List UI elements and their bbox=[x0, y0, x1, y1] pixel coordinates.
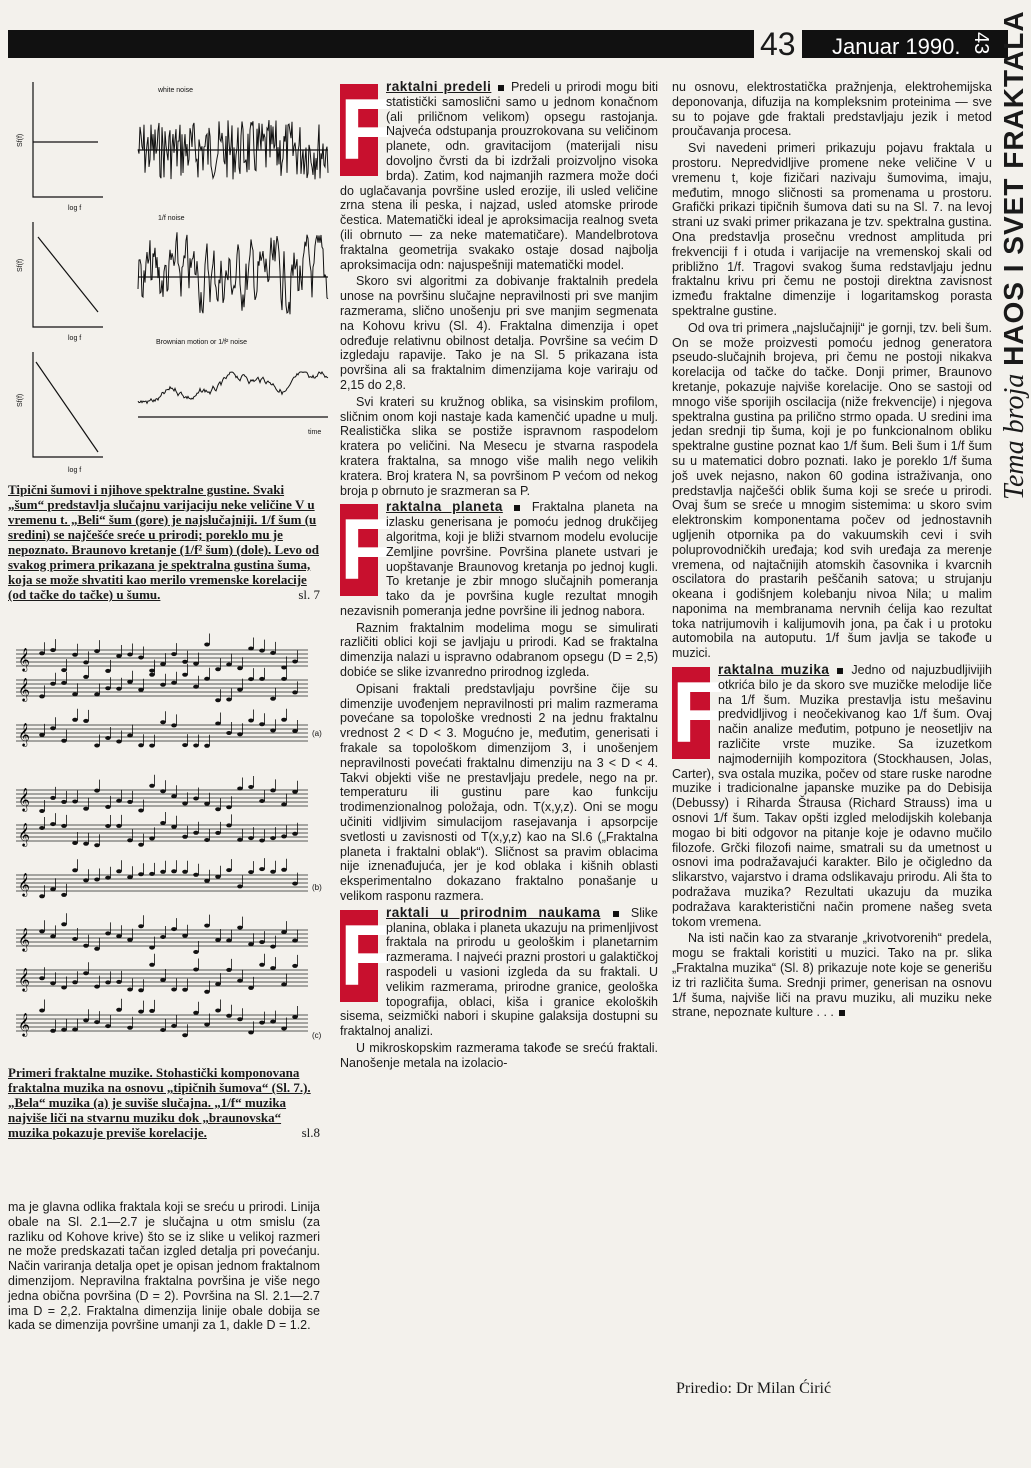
music-note bbox=[226, 731, 232, 735]
music-note bbox=[215, 938, 221, 942]
music-note bbox=[193, 873, 199, 877]
music-note bbox=[281, 834, 287, 838]
column2 bbox=[340, 80, 658, 1073]
music-note bbox=[83, 807, 89, 811]
label-brown-noise: Brownian motion or 1/f² noise bbox=[156, 339, 248, 346]
music-note bbox=[149, 784, 155, 788]
muzika-p2-wrap bbox=[672, 931, 992, 1020]
col3-intro: nu osnovu, elektrostatička pražnjenja, elektrohemijska deponovanja, difuzija na kompleksnim proteinima — sve su to pojave gde fraktali predstavljaju jezik i metod proučavanja procesa. bbox=[672, 80, 992, 139]
music-note bbox=[270, 788, 276, 792]
music-note bbox=[160, 683, 166, 687]
music-note bbox=[83, 971, 89, 975]
music-note bbox=[72, 980, 78, 984]
music-note bbox=[292, 832, 298, 836]
music-note bbox=[270, 1020, 276, 1024]
music-note bbox=[292, 690, 298, 694]
music-note bbox=[127, 680, 133, 684]
section-planeta bbox=[340, 500, 658, 618]
music-note bbox=[248, 677, 254, 681]
music-note bbox=[204, 643, 210, 647]
music-note bbox=[83, 719, 89, 723]
music-note bbox=[94, 985, 100, 989]
music-note bbox=[72, 692, 78, 696]
music-note bbox=[61, 681, 67, 685]
label-c: (c) bbox=[312, 1031, 322, 1040]
label-sf-3: Sf(f) bbox=[17, 393, 24, 407]
music-note bbox=[50, 648, 56, 652]
music-note bbox=[72, 1028, 78, 1032]
figure7-caption-text: Tipični šumovi i njihove spektralne gustine. Svaki „šum“ predstavlja slučajnu varijaciju neke veličine V u vremenu t. „Beli“ šum (gore) je najslučajniji. 1/f šum (u sredini) se najčešće sreće u prirodi; poreklo mu je nepoznato. Braunovo kretanje (1/f² šum) (dole). Levo od svakog primera prikazana je spektralna gustina šuma, koja se može shvatiti kao merilo vremenske korelacije (od tačke do tačke) u šumu. bbox=[8, 482, 319, 602]
music-note bbox=[116, 654, 122, 658]
music-note bbox=[226, 823, 232, 827]
music-note bbox=[116, 869, 122, 873]
music-note bbox=[270, 870, 276, 874]
bullet-icon bbox=[837, 668, 843, 674]
music-note bbox=[105, 1024, 111, 1028]
music-note bbox=[237, 838, 243, 842]
column3 bbox=[672, 80, 992, 1022]
music-note bbox=[182, 1033, 188, 1037]
music-note bbox=[116, 740, 122, 744]
music-note bbox=[72, 868, 78, 872]
music-note bbox=[259, 649, 265, 653]
music-note bbox=[171, 927, 177, 931]
muzika-p2: Na isti način kao za stvaranje „krivotvorenih“ predela, mogu se fraktali koristiti u muzici. Tako na pr. slika „Fraktalna muzika“ (Sl. 8) prikazuje note koje se generišu iz tri različita šuma. Srednji primer, generisan na osnovu 1/f šuma, najviše liči na pravu muziku, ali muziku neke strane, nepoznate kulture . . . bbox=[672, 931, 992, 1020]
music-note bbox=[171, 794, 177, 798]
figure8-caption bbox=[8, 1065, 320, 1140]
music-note bbox=[72, 653, 78, 657]
column1-text bbox=[8, 1200, 320, 1335]
music-note bbox=[39, 929, 45, 933]
music-note bbox=[171, 869, 177, 873]
music-note bbox=[138, 743, 144, 747]
treble-clef-icon: 𝄞 bbox=[18, 649, 30, 671]
music-note bbox=[50, 887, 56, 891]
planeta-body: Fraktalna planeta na izlasku generisana je pomoću jednog drukčijeg algoritma, koji je bliži stvarnom modelu evolucije Zemljine površine. Površina planete ustvari je uopštavanje Braunovog kretanja po jednoj kugli. To kretanje je zbir mnogo slučajnih pomeranja tako da je površina kugle rezultat mnogih nezavisnih pomeranja jedne površine ili jednog nabora. bbox=[340, 500, 658, 618]
music-note bbox=[105, 876, 111, 880]
predeli-p2: Skoro svi algoritmi za dobivanje fraktalnih predela unose na površinu slučajne nepravilnosti pri sve manjim razmerama, slično unošenju pri sve manjim segmenata na Kohovu krivu (Sl. 4). Fraktalna dimenzija i opet određuje relativnu obilnost detalja. Površine sa većim D izgledaju rapavije. Tako je na Sl. 5 prikazana ista površina ali sa fraktalnim dimenzijama koje variraju od 2,15 do 2,8. bbox=[340, 274, 658, 392]
music-note bbox=[237, 666, 243, 670]
music-note bbox=[171, 723, 177, 727]
music-note bbox=[248, 870, 254, 874]
music-note bbox=[292, 1015, 298, 1019]
music-note bbox=[105, 686, 111, 690]
music-note bbox=[160, 821, 166, 825]
label-sf-1: Sf(f) bbox=[17, 133, 24, 147]
music-note bbox=[94, 1020, 100, 1024]
music-note bbox=[281, 677, 287, 681]
heading-predeli: raktalni predeli bbox=[386, 79, 492, 94]
music-note bbox=[226, 868, 232, 872]
music-note bbox=[105, 805, 111, 809]
col3-p3: Od ova tri primera „najslučajniji“ je gornji, tzv. beli šum. On se može proizvesti pomoću jednog generatora pseudo-slučajnih brojeva, pri čemu ne postoji nikakva korelacija od tačke do tačke. Donji primer, Braunovo kretanje, pokazuje najviše korelacije. Ono se sastoji od mnogo više sporijih oscilacija (niže frekvencije) i njegova spektralna gustina pa prilično strmo opada. U sredini ima jedan srednji tip šuma, koji je po funkcionalnom obliku spektralne gustine poznat kao 1/f šum. Beli šum i 1/f šum su u matematici dobro poznati. Iako je poreklo 1/f šuma još uvek nejasno, nakon 60 godina istraživanja, ono predstavlja najčešći oblik šuma koji se sreće u prirodi. Ovaj šum se sreće u mnogim sistemima: u skoro svim elektronskim komponentama počev od jednostavnih uglјenih otpornika pa do vakuumskih cevi i svih poluprovodničkih uređaja; kod svih uređaja za merenje vremena, od najtačnijih atomskih časovnika i kvarcnih oscilatora do prastarih peščanih satova; u strujanju okeana i godišnjem kolebanju nivoa Nila; u malim naponima na membranama nervnih ćelija kao rezultat toka natrijumovih i kalijumovih jona, pa čak i u protoku automobila na autoputu. 1/f šum javlja se takođe u muzici. bbox=[672, 320, 992, 661]
music-note bbox=[237, 884, 243, 888]
music-note bbox=[127, 1026, 133, 1030]
music-note bbox=[237, 787, 243, 791]
planeta-p3: Opisani fraktali predstavljaju površine čije su dimenzije uvođenjem nepravilnosti pri malim razmerama povećane sa topološke vrednosti 2 na jednu fraktalnu vrednost 2 < D < 3. Mogućno je, međutim, generisati i frakale sa topološkom dimenzijom 3, i unošenjem nepravilnosti povećati fraktalnu dimenziju na 3 < D < 4. Takvi objekti više ne prestavljaju predele, nego na pr. temperaturu ili gustinu pare kao funkciju trodimenzionalnog položaja, odn. T(x,y,z). Oni se mogu učiniti vidljivim simulacijom rasejavanja i apsorpcije svetlosti u zavisnosti od T(x,y,z) kao na Sl.6 („Fraktalna planeta i fraktalni oblak“). Sličnost sa pravim oblacima nije iznenađujuća, jer je kod oblaka i kišnih oblasti eksperimentalno dokazano fraktalno ponašanje u velikom rasponu razmera. bbox=[340, 681, 658, 904]
music-note bbox=[138, 688, 144, 692]
music-note bbox=[292, 964, 298, 968]
treble-clef-icon: 𝄞 bbox=[18, 929, 30, 951]
music-note bbox=[160, 978, 166, 982]
music-note bbox=[204, 990, 210, 994]
figure8-ref: sl.8 bbox=[301, 1125, 320, 1140]
music-note bbox=[83, 1018, 89, 1022]
music-note bbox=[72, 937, 78, 941]
music-note bbox=[50, 682, 56, 686]
music-note bbox=[182, 835, 188, 839]
music-note bbox=[248, 719, 254, 723]
pink-noise-trace bbox=[138, 232, 328, 314]
music-note bbox=[72, 841, 78, 845]
music-note bbox=[215, 1009, 221, 1013]
music-note bbox=[138, 924, 144, 928]
music-note bbox=[94, 843, 100, 847]
music-note bbox=[83, 878, 89, 882]
music-note bbox=[204, 879, 210, 883]
figure7-caption bbox=[8, 482, 320, 602]
music-note bbox=[259, 722, 265, 726]
treble-clef-icon: 𝄞 bbox=[18, 1014, 30, 1036]
music-note bbox=[171, 825, 177, 829]
music-note bbox=[292, 882, 298, 886]
music-note bbox=[105, 669, 111, 673]
music-note bbox=[281, 1027, 287, 1031]
bullet-icon bbox=[613, 911, 619, 917]
music-note bbox=[215, 807, 221, 811]
music-note bbox=[94, 789, 100, 793]
music-note bbox=[193, 744, 199, 748]
music-note bbox=[182, 934, 188, 938]
music-note bbox=[149, 669, 155, 673]
figure7-ref: sl. 7 bbox=[298, 587, 320, 602]
music-note bbox=[226, 805, 232, 809]
music-note bbox=[149, 836, 155, 840]
music-note bbox=[127, 875, 133, 879]
music-note bbox=[116, 687, 122, 691]
music-note bbox=[259, 677, 265, 681]
music-note bbox=[237, 979, 243, 983]
music-note bbox=[292, 790, 298, 794]
music-note bbox=[193, 950, 199, 954]
music-note bbox=[50, 796, 56, 800]
music-note bbox=[204, 744, 210, 748]
music-note bbox=[50, 934, 56, 938]
label-white-noise: white noise bbox=[158, 87, 194, 94]
music-note bbox=[50, 1029, 56, 1033]
music-note bbox=[248, 986, 254, 990]
music-note bbox=[281, 868, 287, 872]
treble-clef-icon: 𝄞 bbox=[18, 874, 30, 896]
planeta-p2: Raznim fraktalnim modelima mogu se simulirati različiti oblici koji se javljaju u prirodi. Kad se fraktalna dimenzija nalazi u ispravno odabranom opsegu (D = 2,5) dobiće se slike izvanredno prirodnog izgleda. bbox=[340, 620, 658, 680]
music-note bbox=[83, 675, 89, 679]
nauka-body: Slike planina, oblaka i planeta ukazuju na primenljivost fraktala na prirodu u geološkim i planetarnim razmerama. I najveći prazni prostori u galaktičkoj raspodeli u vasioni izgleda da su fraktali. U velikim razmerama, prirodne granice, geološka topografija, oblaci, kiša i granice ekoloških sisema, seizmički nabori i skupine galaksija dostupni su fraktalnoj analizi. bbox=[340, 905, 658, 1039]
author-credit: Priredio: Dr Milan Ćirić bbox=[676, 1380, 832, 1397]
music-note bbox=[94, 744, 100, 748]
music-note bbox=[281, 718, 287, 722]
music-note bbox=[270, 697, 276, 701]
music-note bbox=[160, 1028, 166, 1032]
music-note bbox=[149, 673, 155, 677]
music-note bbox=[39, 894, 45, 898]
heading-planeta: raktalna planeta bbox=[386, 499, 503, 515]
muzika-body: Jedno od najuzbudljivijih otkrića bilo je da skoro sve muzičke melodije liče na 1/f šum. Muzika prestavlja istu mešavinu predvidljivog i neočekivanog kao 1/f šum. Ovaj način analize međutim, potpuno je neosetljiv na različite vrste muzike. Sa izuzetkom najmodernijih kompozitora (Stockhausen, Jolas, Carter), sva ostala muzika, počev od stare ruske narodne muzike i tradicionalne japanske muzike pa do Debisija (Debussy) i Riharda Štrausa (Richard Strauss) ima u osnovi 1/f šum. Takav opšti izgled melodijskih kolebanja mogao bi biti odgovor na pitanje koje je odavno mučilo filozofe. Grčki filozofi naime, smatrali su da umetnost u osnovi ima podražavajući karakter. Bilo je očigledno da slikarstvo, vajarstvo i drama odslikavaju prirodu. Ali šta to podražava muzika? Rezultati ukazuju da muzika podražava karakteristični način promene našeg sveta tokom vremena. bbox=[672, 663, 993, 929]
music-note bbox=[105, 931, 111, 935]
music-note bbox=[171, 1024, 177, 1028]
music-note bbox=[105, 824, 111, 828]
label-logf-3: log f bbox=[68, 467, 82, 474]
music-note bbox=[237, 926, 243, 930]
music-note bbox=[50, 981, 56, 985]
heading-nauka: raktali u prirodnim naukama bbox=[386, 904, 601, 920]
music-note bbox=[39, 976, 45, 980]
music-note bbox=[215, 831, 221, 835]
predeli-body: Predeli u prirodi mogu biti statistički samoslični samo u jednom konačnom (ali priličnom velikom) opsegu rastojanja. Najveća odstupanja prouzrokovana su veličinom planete, odn. gravitacijom (materijali nisu dovoljno čvrsti da bi izdržali proizvoljno visoka brda). Zatim, kod najmanjih razmera može doći do uglačavanja površine usled erozije, ili usled veličine zrna stena ili peska, i najzad, usled atomske prirode čestica. Matematički ideal je aproksimacija realnog sveta (ili obrnuto — za neke matematičare). Mandelbrotova fraktalna geometrija svakako ostaje dosad najbolja aproksimacija odn: najuspešniji matematički model. bbox=[340, 80, 658, 272]
music-note bbox=[259, 963, 265, 967]
music-note bbox=[149, 872, 155, 876]
music-note bbox=[248, 942, 254, 946]
label-time: time bbox=[308, 429, 322, 436]
music-note bbox=[61, 800, 67, 804]
music-note bbox=[270, 945, 276, 949]
music-note bbox=[50, 822, 56, 826]
music-note bbox=[160, 870, 166, 874]
music-note bbox=[248, 647, 254, 651]
music-note bbox=[127, 734, 133, 738]
music-note bbox=[182, 743, 188, 747]
music-note bbox=[61, 824, 67, 828]
side-title-italic: Tema broja bbox=[999, 373, 1030, 500]
bullet-icon bbox=[498, 85, 504, 91]
music-note bbox=[116, 934, 122, 938]
music-note bbox=[237, 732, 243, 736]
treble-clef-icon: 𝄞 bbox=[18, 824, 30, 846]
music-note bbox=[160, 935, 166, 939]
brown-noise-trace bbox=[138, 372, 328, 403]
dropcap-f-nauka: F bbox=[340, 907, 393, 1004]
label-b: (b) bbox=[312, 883, 322, 892]
music-note bbox=[72, 718, 78, 722]
music-note bbox=[116, 799, 122, 803]
figure8-caption-text: Primeri fraktalne muzike. Stohastički komponovana fraktalna muzika na osnovu „tipičnih šumova“ (Sl. 7.). „Bela“ muzika (a) je suviše slučajna. „1/f“ muzika najviše liči na stvarnu muziku dok „braunovska“ muzika pokazuje previše korelacije. bbox=[8, 1065, 311, 1140]
music-note bbox=[270, 966, 276, 970]
bullet-icon bbox=[514, 505, 520, 511]
music-note bbox=[182, 988, 188, 992]
music-note bbox=[204, 924, 210, 928]
music-note bbox=[215, 982, 221, 986]
music-note bbox=[83, 944, 89, 948]
music-note bbox=[61, 986, 67, 990]
music-note bbox=[160, 720, 166, 724]
music-note bbox=[94, 947, 100, 951]
music-note bbox=[182, 673, 188, 677]
treble-clef-icon: 𝄞 bbox=[18, 969, 30, 991]
music-note bbox=[138, 872, 144, 876]
nauka-p2: U mikroskopskim razmerama takođe se srećú fraktali. Nanošenje metala na izolacio- bbox=[340, 1041, 658, 1070]
music-note bbox=[39, 1009, 45, 1013]
music-note bbox=[193, 831, 199, 835]
music-note bbox=[270, 651, 276, 655]
dropcap-f-muzika: F bbox=[672, 665, 725, 762]
music-note bbox=[237, 1017, 243, 1021]
music-note bbox=[94, 878, 100, 882]
music-note bbox=[149, 946, 155, 950]
music-note bbox=[72, 800, 78, 804]
label-logf-2: log f bbox=[68, 335, 82, 342]
music-note bbox=[127, 800, 133, 804]
music-figure bbox=[8, 640, 328, 1060]
dropcap-f-predeli: F bbox=[340, 82, 393, 178]
music-note bbox=[39, 694, 45, 698]
music-note bbox=[138, 809, 144, 813]
music-note bbox=[116, 824, 122, 828]
noise-figure bbox=[8, 72, 328, 477]
music-note bbox=[182, 801, 188, 805]
music-note bbox=[215, 875, 221, 879]
label-logf-1: log f bbox=[68, 205, 82, 212]
music-note bbox=[215, 667, 221, 671]
page-number: 43 bbox=[754, 26, 802, 63]
col3-p2: Svi navedeni primeri prikazuju pojavu fraktala u prostoru. Nepredvidljive promene neke veličine V u vremenu t, koje fizičari nazivaju šumovima, imaju, međutim, mnogo sličnosti sa promenama u prostoru. Grafički prikazi tipičnih šumova dati su na Sl. 7. na levoj strani uz svaki primer prikazana je tzv. spektralna gustina. Ona predstavlja prosečnu vrednost amplituda pri frekvenciji f i otuda i varijacije na vremenskoj skali od približno 1/f. Tragovi svakog šuma redstavljaju jednu fraktalnu krivu pri čemu ne postoji direktna zavisnost između fraktalne dimenzije i logaritamskog porasta spektralne gustine. bbox=[672, 141, 992, 318]
music-note bbox=[193, 797, 199, 801]
music-note bbox=[204, 802, 210, 806]
music-note bbox=[270, 728, 276, 732]
music-note bbox=[292, 660, 298, 664]
music-note bbox=[39, 809, 45, 813]
music-note bbox=[259, 940, 265, 944]
music-note bbox=[204, 838, 210, 842]
music-note bbox=[259, 839, 265, 843]
music-note bbox=[215, 698, 221, 702]
music-note bbox=[149, 963, 155, 967]
music-note bbox=[248, 836, 254, 840]
music-note bbox=[171, 988, 177, 992]
music-note bbox=[226, 968, 232, 972]
music-note bbox=[259, 1021, 265, 1025]
label-sf-2: Sf(f) bbox=[17, 258, 24, 272]
music-note bbox=[61, 893, 67, 897]
side-title-bold: HAOS I SVET FRAKTALA bbox=[998, 10, 1029, 366]
music-note bbox=[138, 988, 144, 992]
music-note bbox=[39, 733, 45, 737]
music-note bbox=[138, 1010, 144, 1014]
music-note bbox=[226, 939, 232, 943]
music-note bbox=[94, 692, 100, 696]
treble-clef-icon: 𝄞 bbox=[18, 789, 30, 811]
music-note bbox=[237, 688, 243, 692]
music-note bbox=[204, 677, 210, 681]
music-note bbox=[226, 698, 232, 702]
music-note bbox=[281, 666, 287, 670]
label-a: (a) bbox=[312, 729, 322, 738]
music-note bbox=[281, 983, 287, 987]
music-note bbox=[61, 668, 67, 672]
music-note bbox=[215, 722, 221, 726]
music-note bbox=[39, 651, 45, 655]
column1-paragraph: ma je glavna odlika fraktala koji se sreću u prirodi. Linija obale na Sl. 2.1—2.7 je slučajna u otm smislu (za razliku od Kohove krive) što se iz slike u velikoj razmeri ne može predskazati tačan izgled detalja pri povećanju. Način variranja detalja opet je opisan jednom fraktalnom dimenzijom. Nepravilna fraktalna površina je više nego jedna obična površina (D = 2). Površina na Sl. 2.1—2.7 ima D = 2,2. Fraktalna dimenzija linije obale dobija se kada se dimenzija površine umanji za 1, dakle D = 1.2. bbox=[8, 1200, 320, 1333]
music-note bbox=[50, 726, 56, 730]
music-note bbox=[138, 656, 144, 660]
music-note bbox=[248, 1030, 254, 1034]
music-note bbox=[226, 1014, 232, 1018]
music-note bbox=[61, 922, 67, 926]
music-note bbox=[127, 938, 133, 942]
music-note bbox=[160, 662, 166, 666]
music-note bbox=[182, 870, 188, 874]
music-note bbox=[149, 744, 155, 748]
issue-date: Januar 1990. bbox=[832, 34, 961, 59]
music-note bbox=[193, 685, 199, 689]
music-note bbox=[160, 789, 166, 793]
header-bullet-icon bbox=[818, 40, 826, 48]
music-note bbox=[281, 803, 287, 807]
predeli-p3: Svi krateri su kružnog oblika, sa visinskim profilom, sličnim onom koji nastaje kada kamenčić upadne u mulj. Realistička slika se postiže ispravnom raspodelom kratera po veličini. Na Mesecu je stvarna raspodela kratera fraktalna, sa mnogo više malih nego velikih kratera. Broj kratera N, sa površinom P većom od nekog broja p obrnuto je srazmeran sa P. bbox=[340, 394, 658, 498]
music-note bbox=[116, 980, 122, 984]
treble-clef-icon: 𝄞 bbox=[18, 724, 30, 746]
music-note bbox=[39, 826, 45, 830]
music-note bbox=[259, 799, 265, 803]
music-note bbox=[105, 980, 111, 984]
music-note bbox=[83, 842, 89, 846]
music-note bbox=[138, 843, 144, 847]
end-bullet-icon bbox=[839, 1010, 845, 1016]
music-note bbox=[61, 739, 67, 743]
side-title bbox=[998, 10, 1031, 500]
music-note bbox=[204, 1023, 210, 1027]
music-note bbox=[83, 660, 89, 664]
music-note bbox=[171, 652, 177, 656]
music-note bbox=[61, 1028, 67, 1032]
music-note bbox=[193, 1011, 199, 1015]
heading-muzika: raktalna muzika bbox=[718, 662, 830, 678]
music-note bbox=[259, 867, 265, 871]
side-page-number: 43 bbox=[970, 32, 992, 55]
music-note bbox=[127, 988, 133, 992]
music-note bbox=[281, 930, 287, 934]
music-note bbox=[127, 838, 133, 842]
music-note bbox=[193, 662, 199, 666]
music-note bbox=[116, 1008, 122, 1012]
music-note bbox=[292, 939, 298, 943]
music-note bbox=[94, 649, 100, 653]
music-note bbox=[105, 736, 111, 740]
section-nauka bbox=[340, 906, 658, 1039]
music-note bbox=[248, 785, 254, 789]
treble-clef-icon: 𝄞 bbox=[18, 679, 30, 701]
section-muzika bbox=[672, 663, 992, 929]
music-note bbox=[270, 836, 276, 840]
music-note bbox=[193, 968, 199, 972]
music-note bbox=[149, 1009, 155, 1013]
music-note bbox=[182, 660, 188, 664]
section-predeli bbox=[340, 80, 658, 272]
music-note bbox=[292, 729, 298, 733]
label-pink-noise: 1/f noise bbox=[158, 215, 185, 222]
music-note bbox=[127, 653, 133, 657]
music-note bbox=[171, 681, 177, 685]
music-note bbox=[226, 663, 232, 667]
dropcap-f-planeta: F bbox=[340, 502, 393, 599]
